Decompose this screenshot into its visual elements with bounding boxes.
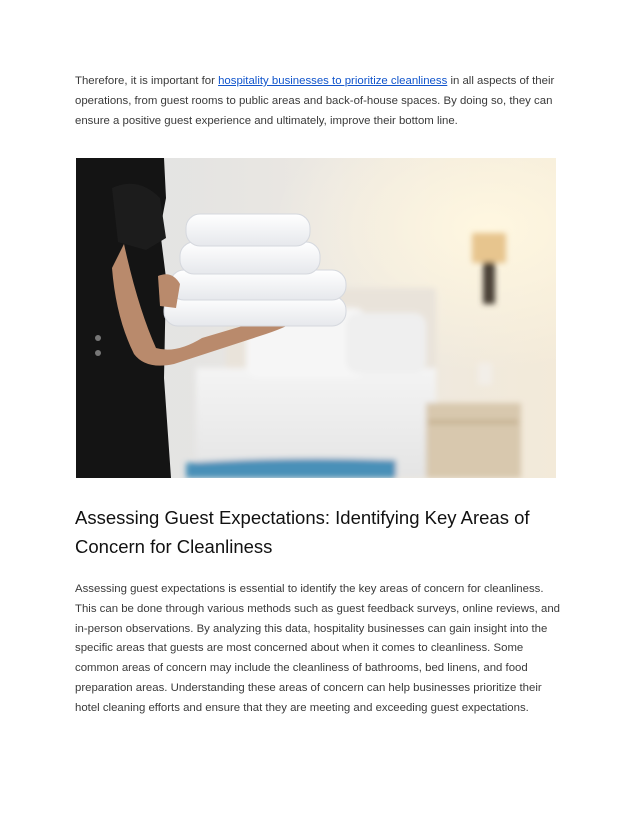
section-heading: Assessing Guest Expectations: Identifying Key Areas of Concern for Cleanliness bbox=[75, 507, 530, 557]
intro-paragraph bbox=[75, 72, 567, 131]
cleanliness-link[interactable]: hospitality businesses to prioritize cleanliness bbox=[218, 75, 448, 87]
intro-text-end: in all aspects of their operations, from guest rooms to public areas and back-of-house spaces. By doing so, they can ensure a positive guest experience and ultimately, improve their bottom line. bbox=[75, 75, 555, 127]
photo-illustration bbox=[76, 158, 556, 478]
housekeeper-towels-photo bbox=[76, 158, 556, 478]
section-body-paragraph: Assessing guest expectations is essential to identify the key areas of concern for cleanliness. This can be done through various methods such as guest feedback surveys, online reviews, and in-person observations. By analyzing this data, hospitality businesses can gain insight into the specific areas that guests are most concerned about when it comes to cleanliness. Some common areas of concern may include the cleanliness of bathrooms, bed linens, and food preparation areas. Understanding these areas of concern can help businesses prioritize their hotel cleaning efforts and ensure that they are meeting and exceeding guest expectations. bbox=[75, 583, 561, 714]
intro-text-start: Therefore, it is important for bbox=[75, 75, 219, 87]
